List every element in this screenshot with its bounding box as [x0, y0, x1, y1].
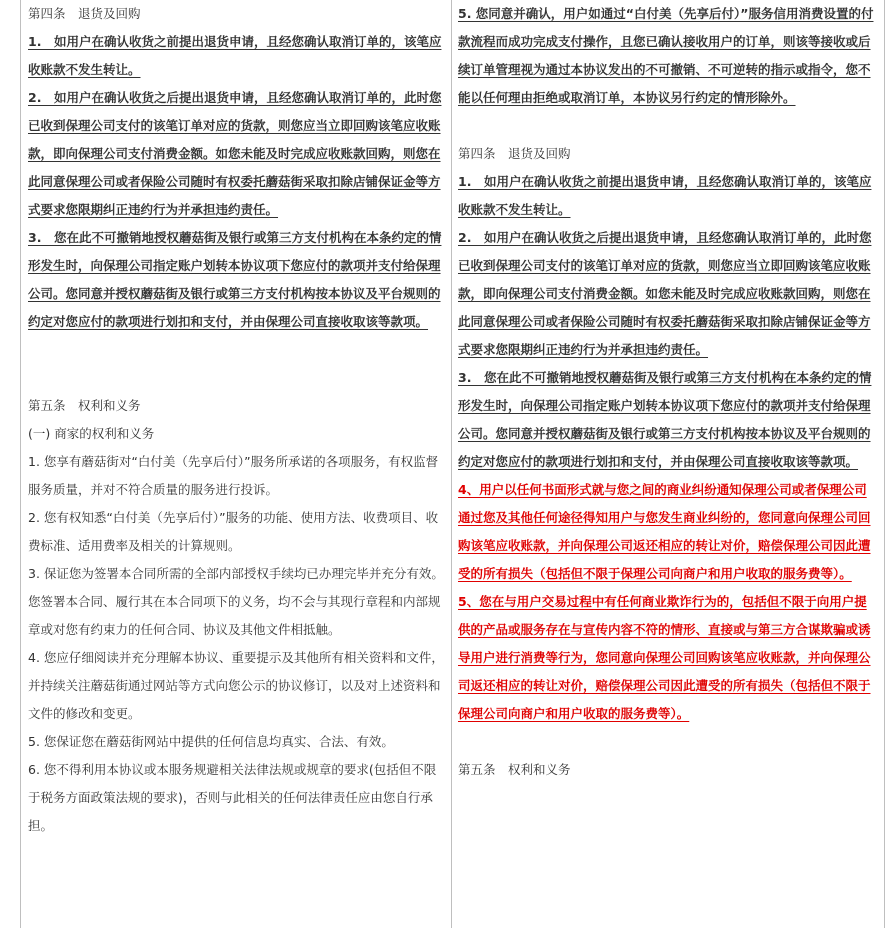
article-4-clause-1-revised: 1. 如用户在确认收货之前提出退货申请，且经您确认取消订单的，该笔应收账款不发生转让。 — [458, 174, 872, 217]
article-4-clause-2: 2. 如用户在确认收货之后提出退货申请，且经您确认取消订单的，此时您已收到保理公司支付的该笔订单对应的货款，则您应当立即回购该笔应收账款，即向保理公司支付消费金额。如您未能及时完成应收账款回购，则您在此同意保理公司或者保险公司随时有权委托蘑菇街采取扣除店铺保证金等方式要求您限期纠正违约行为并承担违约责任。 — [28, 90, 442, 217]
article-4-clause-1: 1. 如用户在确认收货之前提出退货申请，且经您确认取消订单的，该笔应收账款不发生转让。 — [28, 34, 442, 77]
spacer — [28, 336, 446, 392]
document-table — [20, 0, 885, 928]
spacer — [458, 112, 876, 140]
article-5-clause-3: 3. 保证您为签署本合同所需的全部内部授权手续均已办理完毕并充分有效。您签署本合同、履行其在本合同项下的义务，均不会与其现行章程和内部规章或对您有约束力的任何合同、协议及其他文件相抵触。 — [28, 566, 444, 637]
article-5-title-revised: 第五条 权利和义务 — [458, 762, 571, 777]
clause-5-confirm: 5. 您同意并确认，用户如通过“白付美（先享后付）”服务信用消费设置的付款流程而成功完成支付操作，且您已确认接收用户的订单，则该等接收或后续订单管理视为通过本协议发出的不可撤销、不可逆转的指示或指令，您不能以任何理由拒绝或取消订单，本协议另行约定的情形除外。 — [458, 6, 874, 105]
right-column — [458, 0, 876, 928]
article-4-title-revised: 第四条 退货及回购 — [458, 146, 571, 161]
article-5-clause-2: 2. 您有权知悉“白付美（先享后付）”服务的功能、使用方法、收费项目、收费标准、适用费率及相关的计算规则。 — [28, 510, 439, 553]
spacer — [458, 728, 876, 756]
article-4-clause-3: 3. 您在此不可撤销地授权蘑菇街及银行或第三方支付机构在本条约定的情形发生时，向保理公司指定账户划转本协议项下您应付的款项并支付给保理公司。您同意并授权蘑菇街及银行或第三方支付机构按本协议及平台规则的约定对您应付的款项进行划扣和支付，并由保理公司直接收取该等款项。 — [28, 230, 442, 329]
article-5-subtitle: (一) 商家的权利和义务 — [28, 426, 155, 441]
article-4-clause-3-revised: 3. 您在此不可撤销地授权蘑菇街及银行或第三方支付机构在本条约定的情形发生时，向保理公司指定账户划转本协议项下您应付的款项并支付给保理公司。您同意并授权蘑菇街及银行或第三方支付机构按本协议及平台规则的约定对您应付的款项进行划扣和支付，并由保理公司直接收取该等款项。 — [458, 370, 872, 469]
article-5-clause-6: 6. 您不得利用本协议或本服务规避相关法律法规或规章的要求(包括但不限于税务方面政策法规的要求)，否则与此相关的任何法律责任应由您自行承担。 — [28, 762, 437, 833]
article-5-title: 第五条 权利和义务 — [28, 398, 141, 413]
left-column — [28, 0, 446, 928]
article-4-clause-5-added: 5、您在与用户交易过程中有任何商业欺诈行为的，包括但不限于向用户提供的产品或服务存在与宣传内容不符的情形、直接或与第三方合谋欺骗或诱导用户进行消费等行为，您同意向保理公司回购该笔应收账款，并向保理公司返还相应的转让对价，赔偿保理公司因此遭受的所有损失（包括但不限于保理公司向商户和用户收取的服务费等）。 — [458, 594, 871, 721]
article-4-clause-4-added: 4、用户以任何书面形式就与您之间的商业纠纷通知保理公司或者保理公司通过您及其他任何途径得知用户与您发生商业纠纷的，您同意向保理公司回购该笔应收账款，并向保理公司返还相应的转让对价，赔偿保理公司因此遭受的所有损失（包括但不限于保理公司向商户和用户收取的服务费等）。 — [458, 482, 871, 581]
article-4-clause-2-revised: 2. 如用户在确认收货之后提出退货申请，且经您确认取消订单的，此时您已收到保理公司支付的该笔订单对应的货款，则您应当立即回购该笔应收账款，即向保理公司支付消费金额。如您未能及时完成应收账款回购，则您在此同意保理公司或者保险公司随时有权委托蘑菇街采取扣除店铺保证金等方式要求您限期纠正违约行为并承担违约责任。 — [458, 230, 872, 357]
article-5-clause-1: 1. 您享有蘑菇街对“白付美（先享后付）”服务所承诺的各项服务，有权监督服务质量，并对不符合质量的服务进行投诉。 — [28, 454, 439, 497]
article-5-clause-5: 5. 您保证您在蘑菇街网站中提供的任何信息均真实、合法、有效。 — [28, 734, 394, 749]
column-divider — [451, 0, 452, 928]
article-5-clause-4: 4. 您应仔细阅读并充分理解本协议、重要提示及其他所有相关资料和文件，并持续关注蘑菇街通过网站等方式向您公示的协议修订，以及对上述资料和文件的修改和变更。 — [28, 650, 444, 721]
article-4-title: 第四条 退货及回购 — [28, 6, 141, 21]
